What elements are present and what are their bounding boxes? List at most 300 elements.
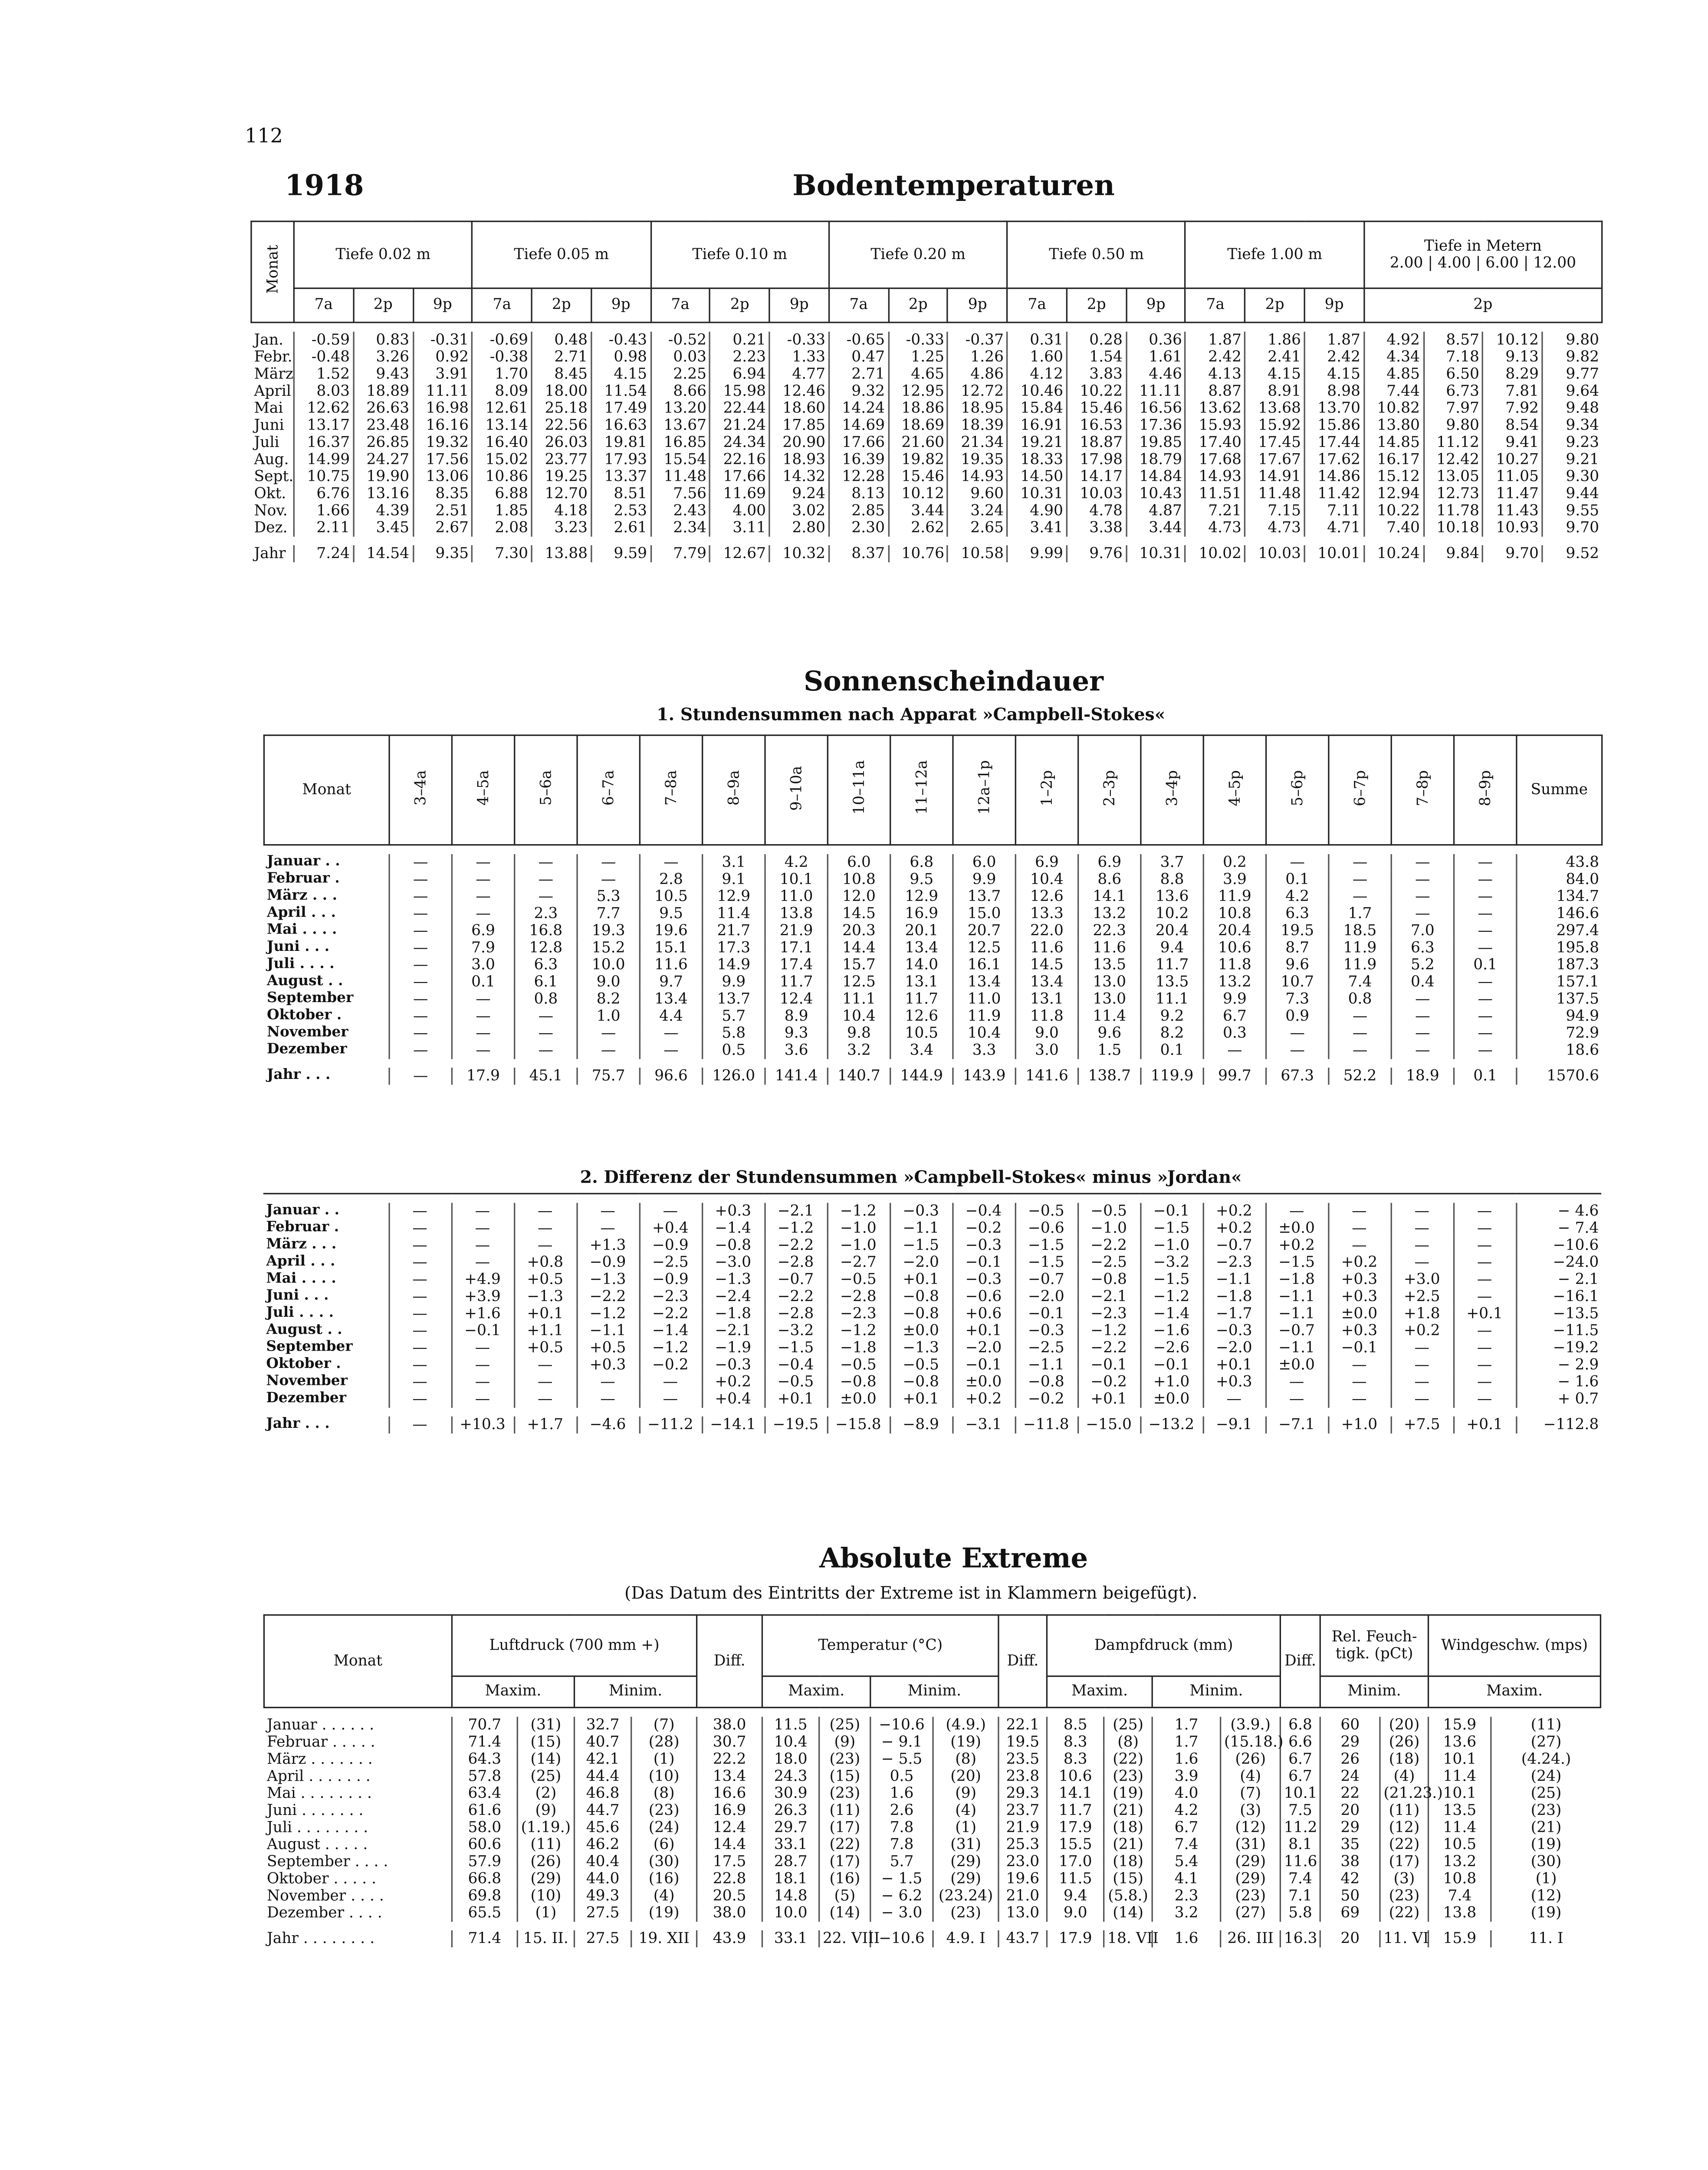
sun-hour-header: 5–6a <box>515 735 577 845</box>
extreme-value-cell: 26. III <box>1221 1930 1281 1947</box>
sun-sum-cell: 137.5 <box>1517 991 1602 1008</box>
soil-value-cell: 10.03 <box>1245 545 1304 562</box>
extreme-value-cell: 17.5 <box>697 1854 762 1871</box>
sun-value-cell: +0.3 <box>1328 1288 1390 1305</box>
soil-value-cell: 8.91 <box>1245 383 1304 400</box>
sun-hour-header: 8–9a <box>703 735 765 845</box>
soil-value-cell: 1.54 <box>1067 349 1126 366</box>
extreme-value-cell: 6.7 <box>1281 1751 1320 1768</box>
sun-value-cell: — <box>388 1203 451 1220</box>
soil-value-cell: 14.93 <box>948 468 1007 485</box>
extreme-value-cell: (26) <box>1221 1751 1281 1768</box>
extreme-value-cell: 33.1 <box>762 1836 819 1853</box>
sun-value-cell: — <box>1203 1042 1266 1059</box>
sun-value-cell: — <box>388 1374 451 1391</box>
table-row <box>264 1871 1600 1887</box>
extreme-value-cell: (5.8.) <box>1104 1887 1153 1904</box>
sun-value-cell: 3.0 <box>1015 1042 1078 1059</box>
soil-value-cell: 11.12 <box>1423 434 1483 451</box>
extreme-value-cell: 63.4 <box>452 1785 517 1802</box>
sun-value-cell: −0.3 <box>952 1271 1015 1288</box>
ext-max-header: Maxim. <box>1429 1676 1601 1707</box>
sun-sum-cell: −13.5 <box>1516 1305 1602 1322</box>
soil-value-cell: 17.67 <box>1245 451 1304 468</box>
soil-value-cell: 17.49 <box>591 400 650 417</box>
row-month: Dezember <box>267 1042 347 1058</box>
extreme-value-cell: 5.4 <box>1152 1854 1220 1871</box>
soil-value-cell: 16.56 <box>1126 400 1186 417</box>
sun-value-cell: −2.5 <box>1015 1339 1077 1356</box>
extreme-value-cell: 4.1 <box>1152 1871 1220 1887</box>
sun-value-cell: 20.3 <box>828 922 890 939</box>
row-month: Jahr . . . . . . . . <box>267 1930 375 1948</box>
sun-value-cell: 143.9 <box>953 1068 1015 1085</box>
extreme-value-cell: 43.9 <box>697 1930 762 1947</box>
table-row <box>264 957 1602 973</box>
sun-value-cell: 0.4 <box>1391 974 1454 991</box>
sun-value-cell: −1.9 <box>702 1339 764 1356</box>
soil-value-cell: 3.26 <box>353 349 413 366</box>
extreme-value-cell: (7) <box>631 1717 697 1734</box>
soil-value-cell: 10.12 <box>888 485 948 502</box>
extreme-value-cell: (18) <box>1104 1854 1153 1871</box>
soil-value-cell: 12.70 <box>532 485 591 502</box>
sun-value-cell: −9.1 <box>1203 1417 1265 1434</box>
row-month: April . . . <box>267 905 336 921</box>
extreme-value-cell: 29 <box>1320 1734 1380 1751</box>
extreme-value-cell: 71.4 <box>452 1734 517 1751</box>
sun-value-cell: 10.2 <box>1141 905 1203 922</box>
row-month: September . . . . <box>267 1853 388 1871</box>
sun-value-cell: +0.3 <box>702 1203 764 1220</box>
ext-humidity-header: Rel. Feuch-tigk. (pCt) <box>1320 1615 1428 1676</box>
sun-value-cell: 7.3 <box>1266 991 1329 1008</box>
table-row <box>264 1068 1602 1085</box>
sun-value-cell: — <box>388 1305 451 1322</box>
sun-value-cell: 10.6 <box>1203 940 1266 957</box>
soil-value-cell: 2.61 <box>591 519 650 536</box>
depth-header: Tiefe 0.10 m <box>650 221 829 288</box>
sun-value-cell: ±0.0 <box>1328 1305 1390 1322</box>
soil-value-cell: 9.70 <box>1483 545 1542 562</box>
sun-value-cell: — <box>1266 1025 1329 1042</box>
sun-value-cell: — <box>388 1339 451 1356</box>
soil-value-cell: 4.73 <box>1186 519 1245 536</box>
soil-value-cell: 14.86 <box>1304 468 1364 485</box>
extreme-value-cell: 40.7 <box>574 1734 631 1751</box>
soil-value-cell: 16.16 <box>413 417 472 434</box>
sun-sum-cell: 94.9 <box>1517 1008 1602 1025</box>
sun-value-cell: −0.8 <box>1077 1271 1140 1288</box>
sun-value-cell: 3.0 <box>452 957 514 973</box>
soil-value-cell: 10.93 <box>1483 519 1542 536</box>
sun-value-cell: −1.5 <box>1015 1237 1077 1254</box>
soil-value-cell: 1.33 <box>769 349 829 366</box>
extreme-value-cell: − 9.1 <box>870 1734 933 1751</box>
extreme-value-cell: 11.7 <box>1047 1802 1104 1819</box>
sun-value-cell: — <box>452 871 514 888</box>
extreme-value-cell: 4.9. I <box>933 1930 999 1947</box>
sun-value-cell: 6.0 <box>953 854 1015 871</box>
sun-value-cell: 15.2 <box>577 940 640 957</box>
extreme-value-cell: 1.6 <box>1152 1751 1220 1768</box>
soil-value-cell: 7.15 <box>1245 503 1304 519</box>
soil-value-cell: 15.12 <box>1364 468 1423 485</box>
extreme-value-cell: 32.7 <box>574 1717 631 1734</box>
sun-value-cell: 5.7 <box>703 1008 765 1025</box>
extreme-value-cell: (14) <box>819 1905 870 1922</box>
extreme-value-cell: 5.8 <box>1281 1905 1320 1922</box>
sun-value-cell: 6.3 <box>1266 905 1329 922</box>
sun-sum-cell: 72.9 <box>1517 1025 1602 1042</box>
soil-value-cell: 3.38 <box>1067 519 1126 536</box>
sun-value-cell: — <box>1454 974 1517 991</box>
sun-value-cell: −2.8 <box>827 1288 890 1305</box>
soil-value-cell: 9.80 <box>1542 332 1602 349</box>
sun-value-cell: −2.2 <box>764 1288 827 1305</box>
sun-value-cell: — <box>388 1417 451 1434</box>
row-month: August . . <box>267 973 343 990</box>
soil-value-cell: 9.77 <box>1542 366 1602 383</box>
soil-value-cell: 2.65 <box>948 519 1007 536</box>
sun-value-cell: 7.7 <box>577 905 640 922</box>
table-row <box>264 1734 1600 1751</box>
soil-value-cell: 14.54 <box>353 545 413 562</box>
extreme-value-cell: 26 <box>1320 1751 1380 1768</box>
extreme-value-cell: 27.5 <box>574 1905 631 1922</box>
sun-value-cell: — <box>1329 854 1391 871</box>
soil-value-cell: 2.25 <box>650 366 710 383</box>
table-row <box>264 871 1602 888</box>
soil-value-cell: 18.60 <box>769 400 829 417</box>
extreme-value-cell: 38.0 <box>697 1717 762 1734</box>
extreme-value-cell: (24) <box>631 1819 697 1836</box>
sun-sum-cell: −10.6 <box>1516 1237 1602 1254</box>
extreme-value-cell: 11. VI <box>1380 1930 1429 1947</box>
row-month: Februar . <box>267 871 340 887</box>
soil-value-cell: 4.87 <box>1126 503 1186 519</box>
sun-value-cell: −0.3 <box>952 1237 1015 1254</box>
sun-value-cell: — <box>1391 905 1454 922</box>
sun-value-cell: 12.4 <box>765 991 828 1008</box>
depth-header: Tiefe 0.50 m <box>1007 221 1186 288</box>
sun-value-cell: −0.9 <box>576 1254 639 1271</box>
extreme-value-cell: 14.8 <box>762 1887 819 1904</box>
extreme-value-cell: 10.1 <box>1281 1785 1320 1802</box>
sun-value-cell: 3.3 <box>953 1042 1015 1059</box>
sun-sum-cell: −11.5 <box>1516 1322 1602 1339</box>
sun-value-cell: 0.1 <box>1454 957 1517 973</box>
extremes-subtitle: (Das Datum des Eintritts der Extreme ist in Klammern beigefügt). <box>624 1583 1198 1603</box>
soil-value-cell: 19.82 <box>888 451 948 468</box>
sun-sum-cell: + 0.7 <box>1516 1391 1602 1408</box>
sun-value-cell: 140.7 <box>828 1068 890 1085</box>
sun-value-cell: — <box>515 1042 577 1059</box>
extreme-value-cell: −10.6 <box>870 1717 933 1734</box>
sun-value-cell: 13.4 <box>640 991 702 1008</box>
soil-value-cell: 9.21 <box>1542 451 1602 468</box>
soil-value-cell: -0.48 <box>294 349 353 366</box>
soil-value-cell: 0.21 <box>710 332 769 349</box>
soil-value-cell: 17.85 <box>769 417 829 434</box>
soil-value-cell: 4.85 <box>1364 366 1423 383</box>
extreme-value-cell: (27) <box>1221 1905 1281 1922</box>
sun-value-cell: — <box>451 1357 514 1374</box>
sun-value-cell: 0.8 <box>1329 991 1391 1008</box>
sun-value-cell: 17.4 <box>765 957 828 973</box>
sun-value-cell: 11.0 <box>765 888 828 905</box>
extreme-value-cell: 26.3 <box>762 1802 819 1819</box>
sun-hour-header: 8–9p <box>1454 735 1517 845</box>
soil-value-cell: 11.69 <box>710 485 769 502</box>
sun-value-cell: +0.6 <box>952 1305 1015 1322</box>
table-row <box>263 1288 1602 1305</box>
sun-value-cell: +0.5 <box>514 1271 576 1288</box>
soil-value-cell: 18.33 <box>1007 451 1067 468</box>
sun-value-cell: — <box>640 1042 702 1059</box>
sun-value-cell: −0.2 <box>639 1357 702 1374</box>
sun-value-cell: 12.5 <box>828 974 890 991</box>
extreme-value-cell: 38 <box>1320 1854 1380 1871</box>
extreme-value-cell: (8) <box>631 1785 697 1802</box>
extreme-value-cell: (11) <box>1380 1802 1429 1819</box>
sun-value-cell: 9.7 <box>640 974 702 991</box>
extreme-value-cell: 23.0 <box>999 1854 1047 1871</box>
extreme-value-cell: 6.7 <box>1281 1768 1320 1785</box>
extreme-value-cell: (25) <box>1104 1717 1153 1734</box>
soil-value-cell: 10.31 <box>1126 545 1186 562</box>
extreme-value-cell: 4.0 <box>1152 1785 1220 1802</box>
table-row <box>263 1339 1602 1356</box>
sun-value-cell: — <box>452 1042 514 1059</box>
soil-value-cell: 2.67 <box>413 519 472 536</box>
extreme-value-cell: 19.5 <box>999 1734 1047 1751</box>
table-row <box>264 1768 1600 1785</box>
extreme-value-cell: (4.9.) <box>933 1717 999 1734</box>
soil-value-cell: 19.90 <box>353 468 413 485</box>
soil-value-cell: 14.84 <box>1126 468 1186 485</box>
extreme-value-cell: (21) <box>1104 1836 1153 1853</box>
soil-value-cell: 2.41 <box>1245 349 1304 366</box>
extreme-value-cell: (29) <box>1221 1854 1281 1871</box>
sun-value-cell: 20.4 <box>1203 922 1266 939</box>
sun-sum-cell: 43.8 <box>1517 854 1602 871</box>
soil-value-cell: 11.51 <box>1186 485 1245 502</box>
sun-value-cell: −1.7 <box>1203 1305 1265 1322</box>
soil-value-cell: 12.95 <box>888 383 948 400</box>
sun-value-cell: 11.1 <box>1141 991 1203 1008</box>
sun-value-cell: −0.1 <box>1015 1305 1077 1322</box>
sun-value-cell: — <box>514 1391 576 1408</box>
extreme-value-cell: (8) <box>1104 1734 1153 1751</box>
sun-value-cell: 0.1 <box>1266 871 1329 888</box>
soil-value-cell: 9.30 <box>1542 468 1602 485</box>
soil-value-cell: 10.24 <box>1364 545 1423 562</box>
extreme-value-cell: (21.23.) <box>1380 1785 1429 1802</box>
extreme-value-cell: (29) <box>933 1854 999 1871</box>
sun-hour-header: 6–7a <box>577 735 640 845</box>
row-month: September <box>267 990 354 1006</box>
extreme-value-cell: 9.0 <box>1047 1905 1104 1922</box>
sun-value-cell: — <box>1454 905 1517 922</box>
sun-value-cell: — <box>515 1008 577 1025</box>
extreme-value-cell: 10.1 <box>1429 1785 1491 1802</box>
sun-value-cell: 21.9 <box>765 922 828 939</box>
sun-value-cell: −1.1 <box>1265 1305 1328 1322</box>
soil-value-cell: 2.71 <box>829 366 888 383</box>
sun-value-cell: 10.7 <box>1266 974 1329 991</box>
ext-max-header: Maxim. <box>452 1676 574 1707</box>
extreme-value-cell: (22) <box>1380 1836 1429 1853</box>
extreme-value-cell: 35 <box>1320 1836 1380 1853</box>
sun-value-cell: +0.1 <box>1203 1357 1265 1374</box>
table-row <box>264 1008 1602 1025</box>
table-row <box>264 1025 1602 1042</box>
sun-sum-header: Summe <box>1517 735 1602 845</box>
extreme-value-cell: 24 <box>1320 1768 1380 1785</box>
extreme-value-cell: 1.7 <box>1152 1734 1220 1751</box>
sun-value-cell: −0.6 <box>1015 1220 1077 1237</box>
row-month: November <box>266 1374 348 1390</box>
extreme-value-cell: 10.8 <box>1429 1871 1491 1887</box>
soil-value-cell: 15.54 <box>650 451 710 468</box>
sun-value-cell: — <box>1454 922 1517 939</box>
table-row <box>251 417 1602 434</box>
sun-value-cell: −2.3 <box>827 1305 890 1322</box>
extreme-value-cell: 40.4 <box>574 1854 631 1871</box>
extreme-value-cell: 45.6 <box>574 1819 631 1836</box>
sun-value-cell: −1.1 <box>1265 1339 1328 1356</box>
sun-value-cell: −2.2 <box>639 1305 702 1322</box>
extreme-value-cell: 1.6 <box>870 1785 933 1802</box>
row-month: Februar . <box>266 1220 339 1236</box>
sun-value-cell: 0.1 <box>452 974 514 991</box>
sun-value-cell: −1.5 <box>1140 1220 1202 1237</box>
depth-header: Tiefe 0.05 m <box>472 221 650 288</box>
sun-value-cell: +0.2 <box>1203 1203 1265 1220</box>
soil-value-cell: 9.23 <box>1542 434 1602 451</box>
soil-value-cell: 6.73 <box>1423 383 1483 400</box>
sun-value-cell: 141.6 <box>1015 1068 1078 1085</box>
sun-value-cell: 16.1 <box>953 957 1015 973</box>
soil-value-cell: -0.37 <box>948 332 1007 349</box>
sun-value-cell: −1.2 <box>576 1305 639 1322</box>
table-row <box>264 1887 1600 1904</box>
sun-value-cell: −1.0 <box>1140 1237 1202 1254</box>
soil-value-cell: 0.92 <box>413 349 472 366</box>
soil-value-cell: 9.13 <box>1483 349 1542 366</box>
sun-value-cell: 22.3 <box>1078 922 1141 939</box>
extreme-value-cell: 3.9 <box>1152 1768 1220 1785</box>
sun-value-cell: −19.5 <box>764 1417 827 1434</box>
sun-value-cell: 9.2 <box>1141 1008 1203 1025</box>
sun-value-cell: — <box>640 1025 702 1042</box>
soil-value-cell: 9.24 <box>769 485 829 502</box>
sun-value-cell: 9.1 <box>703 871 765 888</box>
extreme-value-cell: 10.1 <box>1429 1751 1491 1768</box>
sun-hour-header: 7–8a <box>640 735 702 845</box>
sun-value-cell: −1.2 <box>1077 1322 1140 1339</box>
extreme-value-cell: (7) <box>1221 1785 1281 1802</box>
sun-value-cell: 11.8 <box>1203 957 1266 973</box>
soil-value-cell: 9.55 <box>1542 503 1602 519</box>
soil-value-cell: 12.72 <box>948 383 1007 400</box>
sun-value-cell: — <box>515 871 577 888</box>
sun-value-cell: +4.9 <box>451 1271 514 1288</box>
sun-value-cell: −1.3 <box>702 1271 764 1288</box>
soil-value-cell: 7.56 <box>650 485 710 502</box>
soil-value-cell: 11.48 <box>650 468 710 485</box>
soil-value-cell: 13.16 <box>353 485 413 502</box>
row-month: Dezember . . . . <box>267 1904 382 1922</box>
soil-value-cell: 7.18 <box>1423 349 1483 366</box>
soil-value-cell: 3.83 <box>1067 366 1126 383</box>
row-month: Juni . . . <box>266 1288 329 1304</box>
extreme-value-cell: (1) <box>517 1905 574 1922</box>
sun-value-cell: −2.3 <box>1203 1254 1265 1271</box>
sun-value-cell: — <box>451 1203 514 1220</box>
extreme-value-cell: (17) <box>819 1819 870 1836</box>
sun-value-cell: −1.5 <box>764 1339 827 1356</box>
soil-value-cell: 3.02 <box>769 503 829 519</box>
extreme-value-cell: 12.4 <box>697 1819 762 1836</box>
sun-value-cell: 3.7 <box>1141 854 1203 871</box>
ext-temp-header: Temperatur (°C) <box>762 1615 999 1676</box>
sun-value-cell: +0.3 <box>1328 1271 1390 1288</box>
sun-value-cell: 12.9 <box>890 888 953 905</box>
sun-value-cell: −2.2 <box>576 1288 639 1305</box>
extreme-value-cell: 57.8 <box>452 1768 517 1785</box>
soil-value-cell: 14.99 <box>294 451 353 468</box>
extreme-value-cell: −10.6 <box>870 1930 933 1947</box>
sun-value-cell: 67.3 <box>1266 1068 1329 1085</box>
row-month: März . . . <box>267 888 338 904</box>
sun-value-cell: 16.9 <box>890 905 953 922</box>
soil-value-cell: 10.75 <box>294 468 353 485</box>
sun-sum-cell: 146.6 <box>1517 905 1602 922</box>
sun-sum-cell: − 1.6 <box>1516 1374 1602 1391</box>
sun-value-cell: 4.2 <box>1266 888 1329 905</box>
sun-value-cell: 11.7 <box>765 974 828 991</box>
sun-value-cell: — <box>388 1237 451 1254</box>
sun-value-cell: — <box>1454 1025 1517 1042</box>
sun-value-cell: 7.0 <box>1391 922 1454 939</box>
soil-value-cell: 13.67 <box>650 417 710 434</box>
extreme-value-cell: (16) <box>819 1871 870 1887</box>
extreme-value-cell: 21.0 <box>999 1887 1047 1904</box>
soil-value-cell: 13.06 <box>413 468 472 485</box>
extreme-value-cell: (2) <box>517 1785 574 1802</box>
soil-value-cell: 4.73 <box>1245 519 1304 536</box>
extreme-value-cell: 49.3 <box>574 1887 631 1904</box>
soil-value-cell: 8.57 <box>1423 332 1483 349</box>
sun-value-cell: −4.6 <box>576 1417 639 1434</box>
extreme-value-cell: 65.5 <box>452 1905 517 1922</box>
sun-value-cell: +0.1 <box>1453 1305 1516 1322</box>
sun-value-cell: 13.4 <box>953 974 1015 991</box>
extreme-value-cell: 70.7 <box>452 1717 517 1734</box>
sun-value-cell: — <box>515 854 577 871</box>
row-month: Mai . . . . <box>266 1271 336 1287</box>
sun-value-cell: — <box>1266 1042 1329 1059</box>
extreme-value-cell: (23) <box>1104 1768 1153 1785</box>
sun-value-cell: ±0.0 <box>952 1374 1015 1391</box>
soil-value-cell: 10.32 <box>769 545 829 562</box>
sun-value-cell: 138.7 <box>1078 1068 1141 1085</box>
extreme-value-cell: (4) <box>631 1887 697 1904</box>
extreme-value-cell: 69 <box>1320 1905 1380 1922</box>
sun-value-cell: 15.1 <box>640 940 702 957</box>
